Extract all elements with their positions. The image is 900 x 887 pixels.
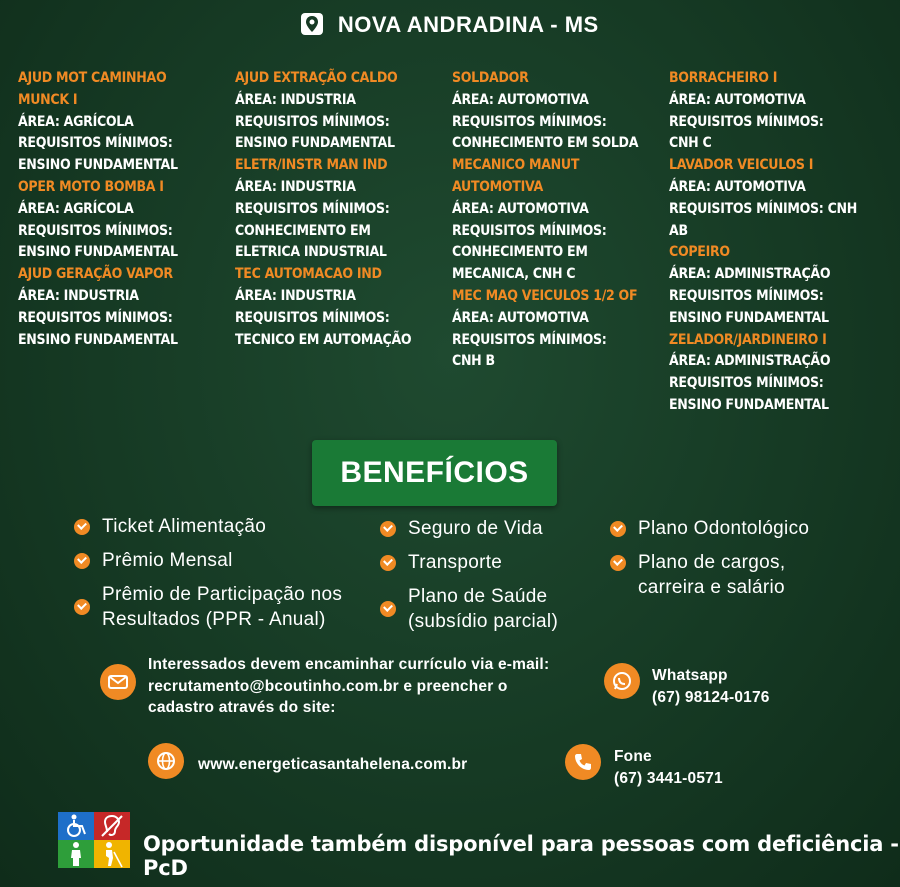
check-icon bbox=[380, 521, 396, 537]
job-title: MUNCK I bbox=[18, 91, 78, 108]
benefit-ppr: Prêmio de Participação nos Resultados (PPR - Anual) bbox=[74, 582, 342, 632]
pcd-notice: Oportunidade também disponível para pessoas com deficiência - PcD bbox=[143, 832, 899, 880]
job-detail: REQUISITOS MÍNIMOS: bbox=[18, 222, 173, 239]
job-detail: ÁREA: AGRÍCOLA bbox=[18, 200, 134, 217]
hearing-icon bbox=[94, 812, 130, 840]
job-detail: CNH C bbox=[669, 135, 712, 152]
job-detail: CONHECIMENTO EM SOLDA bbox=[452, 135, 639, 152]
job-detail: ÁREA: INDUSTRIA bbox=[235, 287, 356, 304]
job-detail: ELETRICA INDUSTRIAL bbox=[235, 244, 387, 261]
job-title: ZELADOR/JARDINEIRO I bbox=[669, 331, 827, 348]
job-listing bbox=[452, 286, 669, 373]
check-icon bbox=[74, 553, 90, 569]
job-title: AJUD GERAÇÃO VAPOR bbox=[18, 266, 173, 283]
job-listing bbox=[669, 68, 886, 155]
job-title: MEC MAQ VEICULOS 1/2 OF bbox=[452, 287, 638, 304]
job-listing bbox=[235, 264, 452, 351]
job-detail: ÁREA: AUTOMOTIVA bbox=[669, 91, 806, 108]
job-detail: CONHECIMENTO EM bbox=[235, 222, 371, 239]
job-detail: ÁREA: AUTOMOTIVA bbox=[452, 200, 589, 217]
job-detail: ENSINO FUNDAMENTAL bbox=[18, 244, 178, 261]
job-detail: REQUISITOS MÍNIMOS: bbox=[669, 375, 824, 392]
benefit-seguro: Seguro de Vida bbox=[380, 516, 543, 541]
job-detail: REQUISITOS MÍNIMOS: bbox=[18, 309, 173, 326]
job-detail: ÁREA: INDUSTRIA bbox=[235, 178, 356, 195]
job-title: AUTOMOTIVA bbox=[452, 178, 543, 195]
job-detail: ÁREA: AUTOMOTIVA bbox=[452, 91, 589, 108]
job-detail: MECANICA, CNH C bbox=[452, 266, 576, 283]
job-detail: ÁREA: AUTOMOTIVA bbox=[669, 178, 806, 195]
job-listing bbox=[235, 68, 452, 155]
job-column bbox=[235, 68, 452, 417]
job-detail: ÁREA: ADMINISTRAÇÃO bbox=[669, 353, 831, 370]
check-icon bbox=[74, 599, 90, 615]
job-detail: CONHECIMENTO EM bbox=[452, 244, 588, 261]
job-detail: REQUISITOS MÍNIMOS: bbox=[452, 222, 607, 239]
job-detail: ÁREA: AUTOMOTIVA bbox=[452, 309, 589, 326]
job-detail: REQUISITOS MÍNIMOS: CNH bbox=[669, 200, 858, 217]
job-title: AJUD MOT CAMINHAO bbox=[18, 70, 167, 86]
phone-icon bbox=[565, 744, 601, 780]
job-detail: REQUISITOS MÍNIMOS: bbox=[452, 331, 607, 348]
job-detail: AB bbox=[669, 222, 688, 239]
location-title: NOVA ANDRADINA - MS bbox=[337, 12, 599, 37]
job-title: ELETR/INSTR MAN IND bbox=[235, 157, 388, 174]
job-detail: REQUISITOS MÍNIMOS: bbox=[235, 309, 390, 326]
job-detail: REQUISITOS MÍNIMOS: bbox=[235, 200, 390, 217]
check-icon bbox=[74, 519, 90, 535]
job-detail: ÁREA: INDUSTRIA bbox=[18, 287, 139, 304]
job-listing bbox=[669, 330, 886, 417]
job-title: AJUD EXTRAÇÃO CALDO bbox=[235, 70, 398, 86]
job-title: BORRACHEIRO I bbox=[669, 70, 778, 86]
benefit-saude: Plano de Saúde (subsídio parcial) bbox=[380, 584, 558, 634]
job-listing bbox=[452, 155, 669, 286]
job-listing bbox=[669, 155, 886, 242]
benefit-premio-mensal: Prêmio Mensal bbox=[74, 548, 233, 573]
whatsapp-icon bbox=[604, 663, 640, 699]
job-detail: REQUISITOS MÍNIMOS: bbox=[669, 113, 824, 130]
job-title: COPEIRO bbox=[669, 244, 730, 261]
benefits-title: BENEFÍCIOS bbox=[312, 440, 557, 506]
job-detail: CNH B bbox=[452, 353, 495, 370]
check-icon bbox=[380, 601, 396, 617]
job-listing bbox=[452, 68, 669, 155]
job-detail: ÁREA: INDUSTRIA bbox=[235, 91, 356, 108]
job-detail: ÁREA: AGRÍCOLA bbox=[18, 113, 134, 130]
job-listing bbox=[18, 177, 235, 264]
job-listings bbox=[18, 68, 888, 417]
accessibility-icon bbox=[58, 812, 130, 868]
check-icon bbox=[380, 555, 396, 571]
job-detail: REQUISITOS MÍNIMOS: bbox=[452, 113, 607, 130]
job-listing bbox=[18, 68, 235, 177]
job-column bbox=[452, 68, 669, 417]
job-detail: ÁREA: ADMINISTRAÇÃO bbox=[669, 266, 831, 283]
benefit-cargos: Plano de cargos, carreira e salário bbox=[610, 550, 785, 600]
job-detail: REQUISITOS MÍNIMOS: bbox=[18, 135, 173, 152]
job-detail: ENSINO FUNDAMENTAL bbox=[18, 157, 178, 174]
job-column bbox=[669, 68, 886, 417]
job-detail: REQUISITOS MÍNIMOS: bbox=[235, 113, 390, 130]
website-link[interactable]: www.energeticasantahelena.com.br bbox=[198, 756, 468, 773]
globe-icon bbox=[148, 743, 184, 779]
benefit-ticket: Ticket Alimentação bbox=[74, 514, 266, 539]
location-header bbox=[0, 12, 900, 38]
blind-icon bbox=[94, 840, 130, 868]
map-pin-icon bbox=[301, 13, 323, 35]
phone-number[interactable]: (67) 3441-0571 bbox=[614, 769, 723, 787]
job-title: OPER MOTO BOMBA I bbox=[18, 178, 164, 195]
benefit-transporte: Transporte bbox=[380, 550, 502, 575]
whatsapp-contact: Whatsapp (67) 98124-0176 bbox=[652, 665, 770, 708]
job-detail: ENSINO FUNDAMENTAL bbox=[18, 331, 178, 348]
job-detail: ENSINO FUNDAMENTAL bbox=[235, 135, 395, 152]
job-title: MECANICO MANUT bbox=[452, 157, 580, 174]
check-icon bbox=[610, 555, 626, 571]
email-icon bbox=[100, 664, 136, 700]
job-listing bbox=[18, 264, 235, 351]
job-title: TEC AUTOMACAO IND bbox=[235, 266, 382, 283]
check-icon bbox=[610, 521, 626, 537]
job-detail: ENSINO FUNDAMENTAL bbox=[669, 396, 829, 413]
whatsapp-number[interactable]: (67) 98124-0176 bbox=[652, 688, 770, 706]
job-detail: TECNICO EM AUTOMAÇÃO bbox=[235, 331, 412, 348]
email-instructions: Interessados devem encaminhar currículo via e-mail: recrutamento@bcoutinho.com.br e preencher o cadastro através do site: bbox=[148, 656, 550, 716]
phone-contact: Fone (67) 3441-0571 bbox=[614, 746, 723, 789]
job-listing bbox=[669, 242, 886, 329]
benefit-odonto: Plano Odontológico bbox=[610, 516, 809, 541]
wheelchair-icon bbox=[58, 812, 94, 840]
job-detail: REQUISITOS MÍNIMOS: bbox=[669, 287, 824, 304]
job-detail: ENSINO FUNDAMENTAL bbox=[669, 309, 829, 326]
job-title: LAVADOR VEICULOS I bbox=[669, 157, 814, 174]
job-listing bbox=[235, 155, 452, 264]
person-icon bbox=[58, 840, 94, 868]
job-column bbox=[18, 68, 235, 417]
job-title: SOLDADOR bbox=[452, 70, 529, 86]
email-address[interactable]: recrutamento@bcoutinho.com.br e preencher o bbox=[148, 677, 508, 695]
